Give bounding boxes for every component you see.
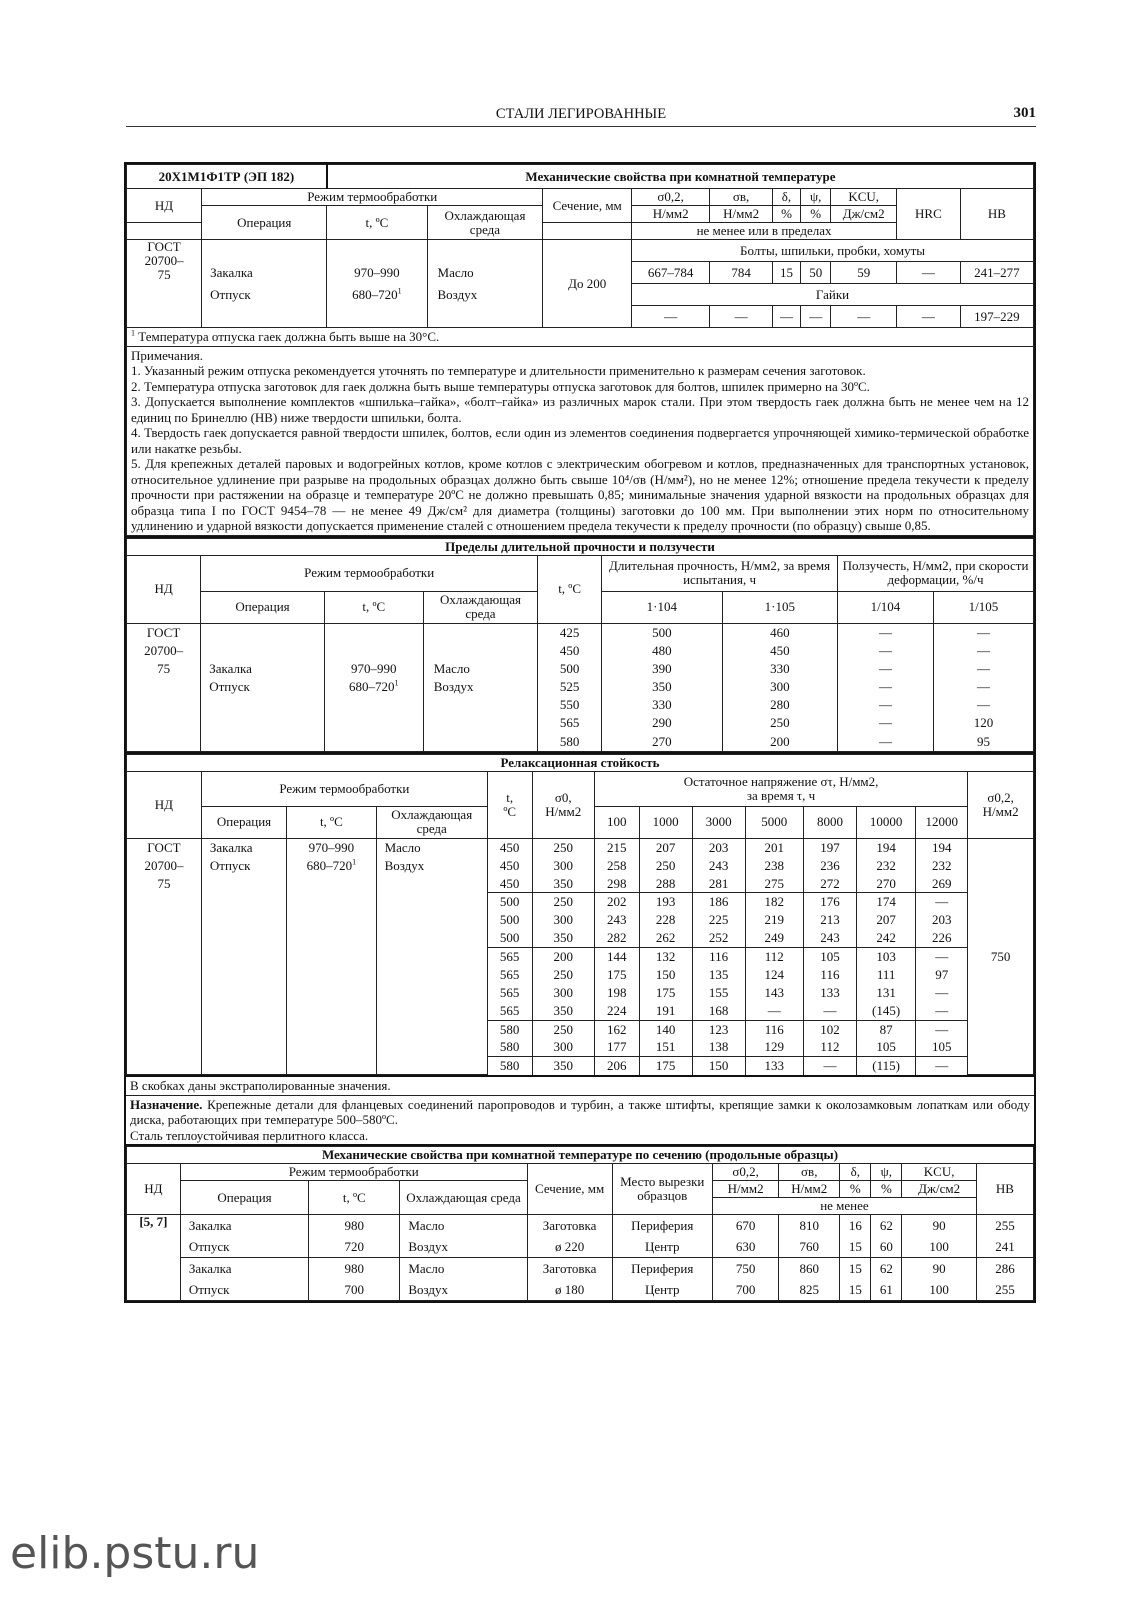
- s4-cell: 980: [309, 1258, 400, 1280]
- h-psi: ψ,: [801, 189, 831, 206]
- s4-nd: [5, 7]: [127, 1215, 181, 1301]
- s4-cell: Центр: [612, 1236, 712, 1258]
- relax-cell: 176: [803, 893, 856, 911]
- s2-operations: Закалка Отпуск: [201, 623, 325, 751]
- h4-s02-unit: Н/мм2: [712, 1181, 778, 1198]
- h-sb: σв,: [710, 189, 773, 206]
- h2-c2: 1·105: [722, 591, 837, 623]
- relax-cell: —: [803, 1057, 856, 1075]
- section4-title: Механические свойства при комнатной температуре по сечению (продольные образцы): [127, 1147, 1034, 1164]
- relax-cell: 116: [745, 1020, 803, 1038]
- h4-cooling: Охлаждающая среда: [400, 1181, 527, 1215]
- relax-cell: —: [916, 1020, 968, 1038]
- s4-row: [127, 1279, 1034, 1301]
- relax-cell: 300: [532, 1038, 594, 1056]
- relax-row: [127, 838, 1034, 856]
- relax-cell: 116: [692, 947, 745, 965]
- relax-cell: 138: [692, 1038, 745, 1056]
- relax-cell: 250: [532, 838, 594, 856]
- h3-t: t, ºC: [287, 806, 376, 838]
- relax-cell: 275: [745, 875, 803, 893]
- s3-temps: 970–990 $680-720^1$: [287, 838, 376, 1074]
- notes: Примечания. 1. Указанный режим отпуска рекомендуется уточнять по температуре и длительности применительно к размерам сечения заготовок. 2. Температура отпуска заготовок для гаек должна быть выше температуры отпуска заготовок для болтов, шпилек примерно на 30ºС. 3. Допускается выполнение комплектов «шпилька–гайка», «болт–гайка» из различных марок стали. При этом твердость гаек должна быть не менее чем на 12 единиц по Бринеллю (HB) ниже твердости шпильки, болта. 4. Твердость гаек допускается равной твердости шпилек, болтов, если один из элементов соединения подвергается упрочняющей химико-термической обработке или накатке резьбы. 5. Для крепежных деталей паровых и водогрейных котлов, кроме котлов с электрическим обогревом и котлов, предназначенных для транспортных установок, относительное удлинение при разрыве на продольных образцах должно быть свыше 10⁴/σв (Н/мм²), но не менее 12%; отношение предела текучести к пределу прочности при растяжении на образце и температуре 20ºС не должно превышать 0,85; минимальные значения ударной вязкости на продольных образцах для образца типа I по ГОСТ 9454–78 — не менее 49 Дж/см² для диаметра (толщины) заготовки до 100 мм. При выполнении этих норм по относительному удлинению и ударной вязкости допускается применение сталей с отношением предела текучести к пределу прочности (по образцу) свыше 0,85.: [127, 346, 1034, 535]
- s4-cell: 61: [871, 1279, 902, 1301]
- relax-cell: 111: [856, 966, 915, 984]
- relax-cell: 250: [639, 857, 692, 875]
- relax-footnote: В скобках даны экстраполированные значения.: [126, 1077, 1034, 1095]
- s4-cell: 750: [712, 1258, 778, 1280]
- relax-cell: 500: [487, 911, 532, 929]
- operations: Закалка Отпуск: [202, 240, 327, 328]
- relax-cell: 281: [692, 875, 745, 893]
- h4-kcu-unit: Дж/см2: [902, 1181, 977, 1198]
- s4-cell: 241: [976, 1236, 1033, 1258]
- s4-cell: 100: [902, 1236, 977, 1258]
- h4-psi: ψ,: [871, 1164, 902, 1181]
- relax-cell: 200: [532, 947, 594, 965]
- relax-cell: 238: [745, 857, 803, 875]
- relax-cell: 186: [692, 893, 745, 911]
- relax-cell: 140: [639, 1020, 692, 1038]
- relax-cell: 236: [803, 857, 856, 875]
- s4-cell: 860: [779, 1258, 840, 1280]
- s4-cell: Масло: [400, 1258, 527, 1280]
- s4-row: [127, 1258, 1034, 1280]
- relax-cell: 232: [916, 857, 968, 875]
- s4-cell: Периферия: [612, 1215, 712, 1237]
- bolts-hrc: —: [897, 262, 961, 284]
- group-bolts: Болты, шпильки, пробки, хомуты: [632, 240, 1034, 262]
- s4-cell: 90: [902, 1258, 977, 1280]
- relax-cell: 202: [594, 893, 639, 911]
- h3-residual: Остаточное напряжение στ, Н/мм2, за время τ, ч: [594, 771, 967, 806]
- h-sb-unit: Н/мм2: [710, 206, 773, 223]
- long-term-strength: [124, 538, 1036, 754]
- s4-cell: Отпуск: [180, 1279, 308, 1301]
- h-kcu: KCU,: [831, 189, 897, 206]
- h4-min: не менее: [712, 1198, 976, 1215]
- relax-cell: 242: [856, 929, 915, 947]
- h3-time-100: 100: [594, 806, 639, 838]
- relax-cell: 243: [594, 911, 639, 929]
- h-section: Сечение, мм: [543, 189, 632, 223]
- relax-cell: 282: [594, 929, 639, 947]
- nd-cell: [127, 223, 202, 240]
- relax-cell: —: [916, 984, 968, 1002]
- h4-mode: Режим термообработки: [180, 1164, 527, 1181]
- relax-cell: 105: [803, 947, 856, 965]
- relax-cell: 565: [487, 966, 532, 984]
- relax-cell: 203: [916, 911, 968, 929]
- s4-cell: Периферия: [612, 1258, 712, 1280]
- s4-cell: 700: [309, 1279, 400, 1301]
- h4-section: Сечение, мм: [527, 1164, 612, 1215]
- relax-cell: 250: [532, 966, 594, 984]
- relax-cell: 219: [745, 911, 803, 929]
- relax-cell: 350: [532, 1002, 594, 1020]
- h4-sb: σв,: [779, 1164, 840, 1181]
- relax-cell: 350: [532, 1057, 594, 1075]
- h-mode: Режим термообработки: [202, 189, 543, 206]
- relax-cell: 197: [803, 838, 856, 856]
- h2-nd: НД: [127, 555, 201, 623]
- bolts-hb: 241–277: [960, 262, 1033, 284]
- s3-coolants: Масло Воздух: [376, 838, 487, 1074]
- relax-cell: —: [745, 1002, 803, 1020]
- h2-c3: 1/104: [838, 591, 934, 623]
- h4-sb-unit: Н/мм2: [779, 1181, 840, 1198]
- relax-cell: 133: [745, 1057, 803, 1075]
- s4-cell: 15: [840, 1258, 871, 1280]
- h-operation: Операция: [202, 206, 327, 240]
- s4-cell: 16: [840, 1215, 871, 1237]
- h3-nd: НД: [127, 771, 202, 838]
- relax-cell: 193: [639, 893, 692, 911]
- s4-row: [127, 1236, 1034, 1258]
- h-nd: НД: [127, 189, 202, 223]
- relax-cell: 131: [856, 984, 915, 1002]
- h3-s02: σ0,2, Н/мм2: [968, 771, 1034, 838]
- relax-cell: 175: [594, 966, 639, 984]
- h4-psi-unit: %: [871, 1181, 902, 1198]
- h3-time-5000: 5000: [745, 806, 803, 838]
- nuts-kcu: —: [831, 306, 897, 328]
- relax-cell: 269: [916, 875, 968, 893]
- h4-hb: HB: [976, 1164, 1033, 1215]
- s2-test-temps: 425 450 500 525 550 565 580: [538, 623, 602, 751]
- relax-cell: 206: [594, 1057, 639, 1075]
- h2-long-strength: Длительная прочность, Н/мм2, за время испытания, ч: [602, 555, 838, 591]
- relax-cell: 175: [639, 1057, 692, 1075]
- s2-col3: — — — — — — —: [838, 623, 934, 751]
- purpose-block: [124, 1077, 1036, 1146]
- s3-s02-value: 750: [968, 838, 1034, 1074]
- s4-cell: 670: [712, 1215, 778, 1237]
- relax-cell: 133: [803, 984, 856, 1002]
- header-title: СТАЛИ ЛЕГИРОВАННЫЕ: [495, 106, 667, 122]
- s4-cell: Центр: [612, 1279, 712, 1301]
- s3-operations: Закалка Отпуск: [201, 838, 286, 1074]
- bolts-sb: 784: [710, 262, 773, 284]
- h2-c4: 1/105: [933, 591, 1033, 623]
- relax-cell: 350: [532, 875, 594, 893]
- s4-cell: 100: [902, 1279, 977, 1301]
- running-header: [126, 106, 1036, 127]
- nuts-s02: —: [632, 306, 710, 328]
- bolts-s02: 667–784: [632, 262, 710, 284]
- relax-cell: 580: [487, 1020, 532, 1038]
- coolants: Масло Воздух: [427, 240, 543, 328]
- relax-cell: 150: [639, 966, 692, 984]
- relax-cell: 129: [745, 1038, 803, 1056]
- relax-cell: 123: [692, 1020, 745, 1038]
- bolts-psi: 50: [801, 262, 831, 284]
- section1-title: Механические свойства при комнатной температуре: [327, 165, 1034, 189]
- h2-cooling: Охлаждающая среда: [423, 591, 537, 623]
- relax-cell: 258: [594, 857, 639, 875]
- relax-cell: 191: [639, 1002, 692, 1020]
- h-temp: t, ºC: [327, 206, 427, 240]
- relax-cell: 112: [745, 947, 803, 965]
- relax-cell: 300: [532, 857, 594, 875]
- relax-cell: 151: [639, 1038, 692, 1056]
- s4-cell: 720: [309, 1236, 400, 1258]
- relax-cell: 112: [803, 1038, 856, 1056]
- relax-cell: 565: [487, 984, 532, 1002]
- relax-cell: 232: [856, 857, 915, 875]
- h3-time-3000: 3000: [692, 806, 745, 838]
- steel-grade-card: [124, 162, 1036, 1303]
- relax-cell: 168: [692, 1002, 745, 1020]
- s4-cell: 90: [902, 1215, 977, 1237]
- h4-t: t, ºC: [309, 1181, 400, 1215]
- section-properties: [124, 1146, 1036, 1303]
- relax-cell: 143: [745, 984, 803, 1002]
- relax-cell: 450: [487, 857, 532, 875]
- h3-s0: σ0, Н/мм2: [532, 771, 594, 838]
- s4-cell: 760: [779, 1236, 840, 1258]
- s4-cell: 825: [779, 1279, 840, 1301]
- h4-nd: НД: [127, 1164, 181, 1215]
- s4-cell: Заготовка: [527, 1215, 612, 1237]
- relax-cell: 150: [692, 1057, 745, 1075]
- h3-time-8000: 8000: [803, 806, 856, 838]
- group-nuts: Гайки: [632, 284, 1034, 306]
- page-number: 301: [1013, 105, 1036, 121]
- h2-mode: Режим термообработки: [201, 555, 538, 591]
- h3-temp: t, ºC: [487, 771, 532, 838]
- relax-cell: 97: [916, 966, 968, 984]
- relax-cell: 135: [692, 966, 745, 984]
- bolts-d: 15: [772, 262, 800, 284]
- relax-cell: 207: [856, 911, 915, 929]
- s2-nd: ГОСТ 20700– 75: [127, 623, 201, 751]
- relax-cell: 226: [916, 929, 968, 947]
- h-limits: не менее или в пределах: [632, 223, 897, 240]
- relax-cell: 350: [532, 929, 594, 947]
- s4-cell: 62: [871, 1258, 902, 1280]
- h2-creep: Ползучесть, Н/мм2, при скорости деформации, %/ч: [838, 555, 1034, 591]
- h2-t: t, ºC: [324, 591, 423, 623]
- s4-cell: 60: [871, 1236, 902, 1258]
- relax-cell: 228: [639, 911, 692, 929]
- s4-cell: 15: [840, 1236, 871, 1258]
- h-hrc: HRC: [897, 189, 961, 240]
- relax-cell: 500: [487, 893, 532, 911]
- relax-cell: 105: [916, 1038, 968, 1056]
- h-psi-unit: %: [801, 206, 831, 223]
- section-value: До 200: [543, 240, 632, 328]
- h3-time-10000: 10000: [856, 806, 915, 838]
- purpose-text: Назначение. Крепежные детали для фланцевых соединений паропроводов и турбин, а также штифты, крепящие замки к околозамковым лопаткам или ободу диска, работающих при температуре 500–580ºС. Сталь теплоустойчивая перлитного класса.: [130, 1096, 1030, 1143]
- relax-cell: 500: [487, 929, 532, 947]
- h2-temp: t, ºC: [538, 555, 602, 623]
- s4-cell: 980: [309, 1215, 400, 1237]
- h-kcu-unit: Дж/см2: [831, 206, 897, 223]
- s4-cell: 286: [976, 1258, 1033, 1280]
- relax-cell: 213: [803, 911, 856, 929]
- relax-cell: 262: [639, 929, 692, 947]
- relax-cell: 105: [856, 1038, 915, 1056]
- h-s02: σ0,2,: [632, 189, 710, 206]
- relax-cell: 162: [594, 1020, 639, 1038]
- s4-cell: 255: [976, 1279, 1033, 1301]
- relax-cell: 298: [594, 875, 639, 893]
- section3-title: Релаксационная стойкость: [127, 754, 1034, 771]
- h-d: δ,: [772, 189, 800, 206]
- relax-cell: 203: [692, 838, 745, 856]
- h4-s02: σ0,2,: [712, 1164, 778, 1181]
- relax-cell: 450: [487, 875, 532, 893]
- relax-cell: 198: [594, 984, 639, 1002]
- relax-cell: 177: [594, 1038, 639, 1056]
- relax-cell: 225: [692, 911, 745, 929]
- relax-cell: 580: [487, 1038, 532, 1056]
- h4-kcu: KCU,: [902, 1164, 977, 1181]
- s4-cell: ø 180: [527, 1279, 612, 1301]
- relax-cell: —: [916, 1057, 968, 1075]
- relax-cell: 243: [803, 929, 856, 947]
- h-s02-unit: Н/мм2: [632, 206, 710, 223]
- relax-cell: 270: [856, 875, 915, 893]
- h2-c1: 1·104: [602, 591, 723, 623]
- relax-cell: 215: [594, 838, 639, 856]
- relax-cell: —: [916, 1002, 968, 1020]
- relax-cell: 174: [856, 893, 915, 911]
- relax-cell: 250: [532, 893, 594, 911]
- relax-cell: 243: [692, 857, 745, 875]
- section-cell-top: [543, 223, 632, 240]
- s4-cell: Закалка: [180, 1215, 308, 1237]
- relax-cell: 450: [487, 838, 532, 856]
- s4-cell: 62: [871, 1215, 902, 1237]
- relax-cell: 580: [487, 1057, 532, 1075]
- nuts-hb: 197–229: [960, 306, 1033, 328]
- s2-col1: 500 480 390 350 330 290 270: [602, 623, 723, 751]
- relax-cell: 124: [745, 966, 803, 984]
- h3-time-12000: 12000: [916, 806, 968, 838]
- nuts-sb: —: [710, 306, 773, 328]
- relax-cell: 249: [745, 929, 803, 947]
- relax-cell: —: [916, 947, 968, 965]
- relax-cell: 132: [639, 947, 692, 965]
- relax-cell: 300: [532, 984, 594, 1002]
- s4-cell: 700: [712, 1279, 778, 1301]
- s4-cell: 15: [840, 1279, 871, 1301]
- relax-cell: (115): [856, 1057, 915, 1075]
- section2-title: Пределы длительной прочности и ползучести: [127, 538, 1034, 555]
- relax-cell: —: [916, 893, 968, 911]
- nuts-psi: —: [801, 306, 831, 328]
- s4-cell: 810: [779, 1215, 840, 1237]
- relax-cell: 207: [639, 838, 692, 856]
- relaxation-resistance: [124, 754, 1036, 1077]
- s2-temps: 970–990 $680-720^1$: [324, 623, 423, 751]
- h2-operation: Операция: [201, 591, 325, 623]
- h4-operation: Операция: [180, 1181, 308, 1215]
- s4-cell: 255: [976, 1215, 1033, 1237]
- relax-cell: 182: [745, 893, 803, 911]
- relax-cell: —: [803, 1002, 856, 1020]
- relax-cell: 175: [639, 984, 692, 1002]
- s2-col4: — — — — — 120 95: [933, 623, 1033, 751]
- s4-row: [127, 1215, 1034, 1237]
- relax-cell: 565: [487, 1002, 532, 1020]
- relax-cell: 87: [856, 1020, 915, 1038]
- footnote-1: $^1$ Температура отпуска гаек должна быть выше на 30°С.: [127, 328, 1034, 347]
- relax-cell: 144: [594, 947, 639, 965]
- h4-d: δ,: [840, 1164, 871, 1181]
- grade-name: 20Х1М1Ф1ТР (ЭП 182): [127, 165, 327, 189]
- h3-cooling: Охлаждающая среда: [376, 806, 487, 838]
- temperatures: 970–990 $680-720^1$: [327, 240, 427, 328]
- s4-cell: Воздух: [400, 1236, 527, 1258]
- s4-cell: 630: [712, 1236, 778, 1258]
- bolts-kcu: 59: [831, 262, 897, 284]
- h3-mode: Режим термообработки: [201, 771, 487, 806]
- relax-cell: 194: [856, 838, 915, 856]
- s4-cell: Закалка: [180, 1258, 308, 1280]
- relax-cell: 103: [856, 947, 915, 965]
- watermark: elib.pstu.ru: [10, 1528, 260, 1579]
- s2-col2: 460 450 330 300 280 250 200: [722, 623, 837, 751]
- h4-place: Место вырезки образцов: [612, 1164, 712, 1215]
- relax-cell: 155: [692, 984, 745, 1002]
- s4-cell: Воздух: [400, 1279, 527, 1301]
- relax-cell: 102: [803, 1020, 856, 1038]
- h3-operation: Операция: [201, 806, 286, 838]
- relax-cell: 565: [487, 947, 532, 965]
- h-hb: HB: [960, 189, 1033, 240]
- h-d-unit: %: [772, 206, 800, 223]
- room-temp-properties: [124, 162, 1036, 538]
- relax-cell: 201: [745, 838, 803, 856]
- s4-cell: Масло: [400, 1215, 527, 1237]
- relax-cell: 116: [803, 966, 856, 984]
- h3-time-1000: 1000: [639, 806, 692, 838]
- relax-cell: 288: [639, 875, 692, 893]
- nd-gost: ГОСТ 20700– 75: [127, 240, 202, 328]
- relax-cell: 250: [532, 1020, 594, 1038]
- nuts-hrc: —: [897, 306, 961, 328]
- s4-cell: Заготовка: [527, 1258, 612, 1280]
- h-cooling: Охлаждающая среда: [427, 206, 543, 240]
- relax-cell: 272: [803, 875, 856, 893]
- s2-coolants: Масло Воздух: [423, 623, 537, 751]
- s4-cell: ø 220: [527, 1236, 612, 1258]
- relax-cell: 194: [916, 838, 968, 856]
- s3-nd: ГОСТ 20700– 75: [127, 838, 202, 1074]
- s4-cell: Отпуск: [180, 1236, 308, 1258]
- relax-cell: 300: [532, 911, 594, 929]
- h4-d-unit: %: [840, 1181, 871, 1198]
- nuts-d: —: [772, 306, 800, 328]
- relax-cell: 252: [692, 929, 745, 947]
- relax-cell: 224: [594, 1002, 639, 1020]
- relax-cell: (145): [856, 1002, 915, 1020]
